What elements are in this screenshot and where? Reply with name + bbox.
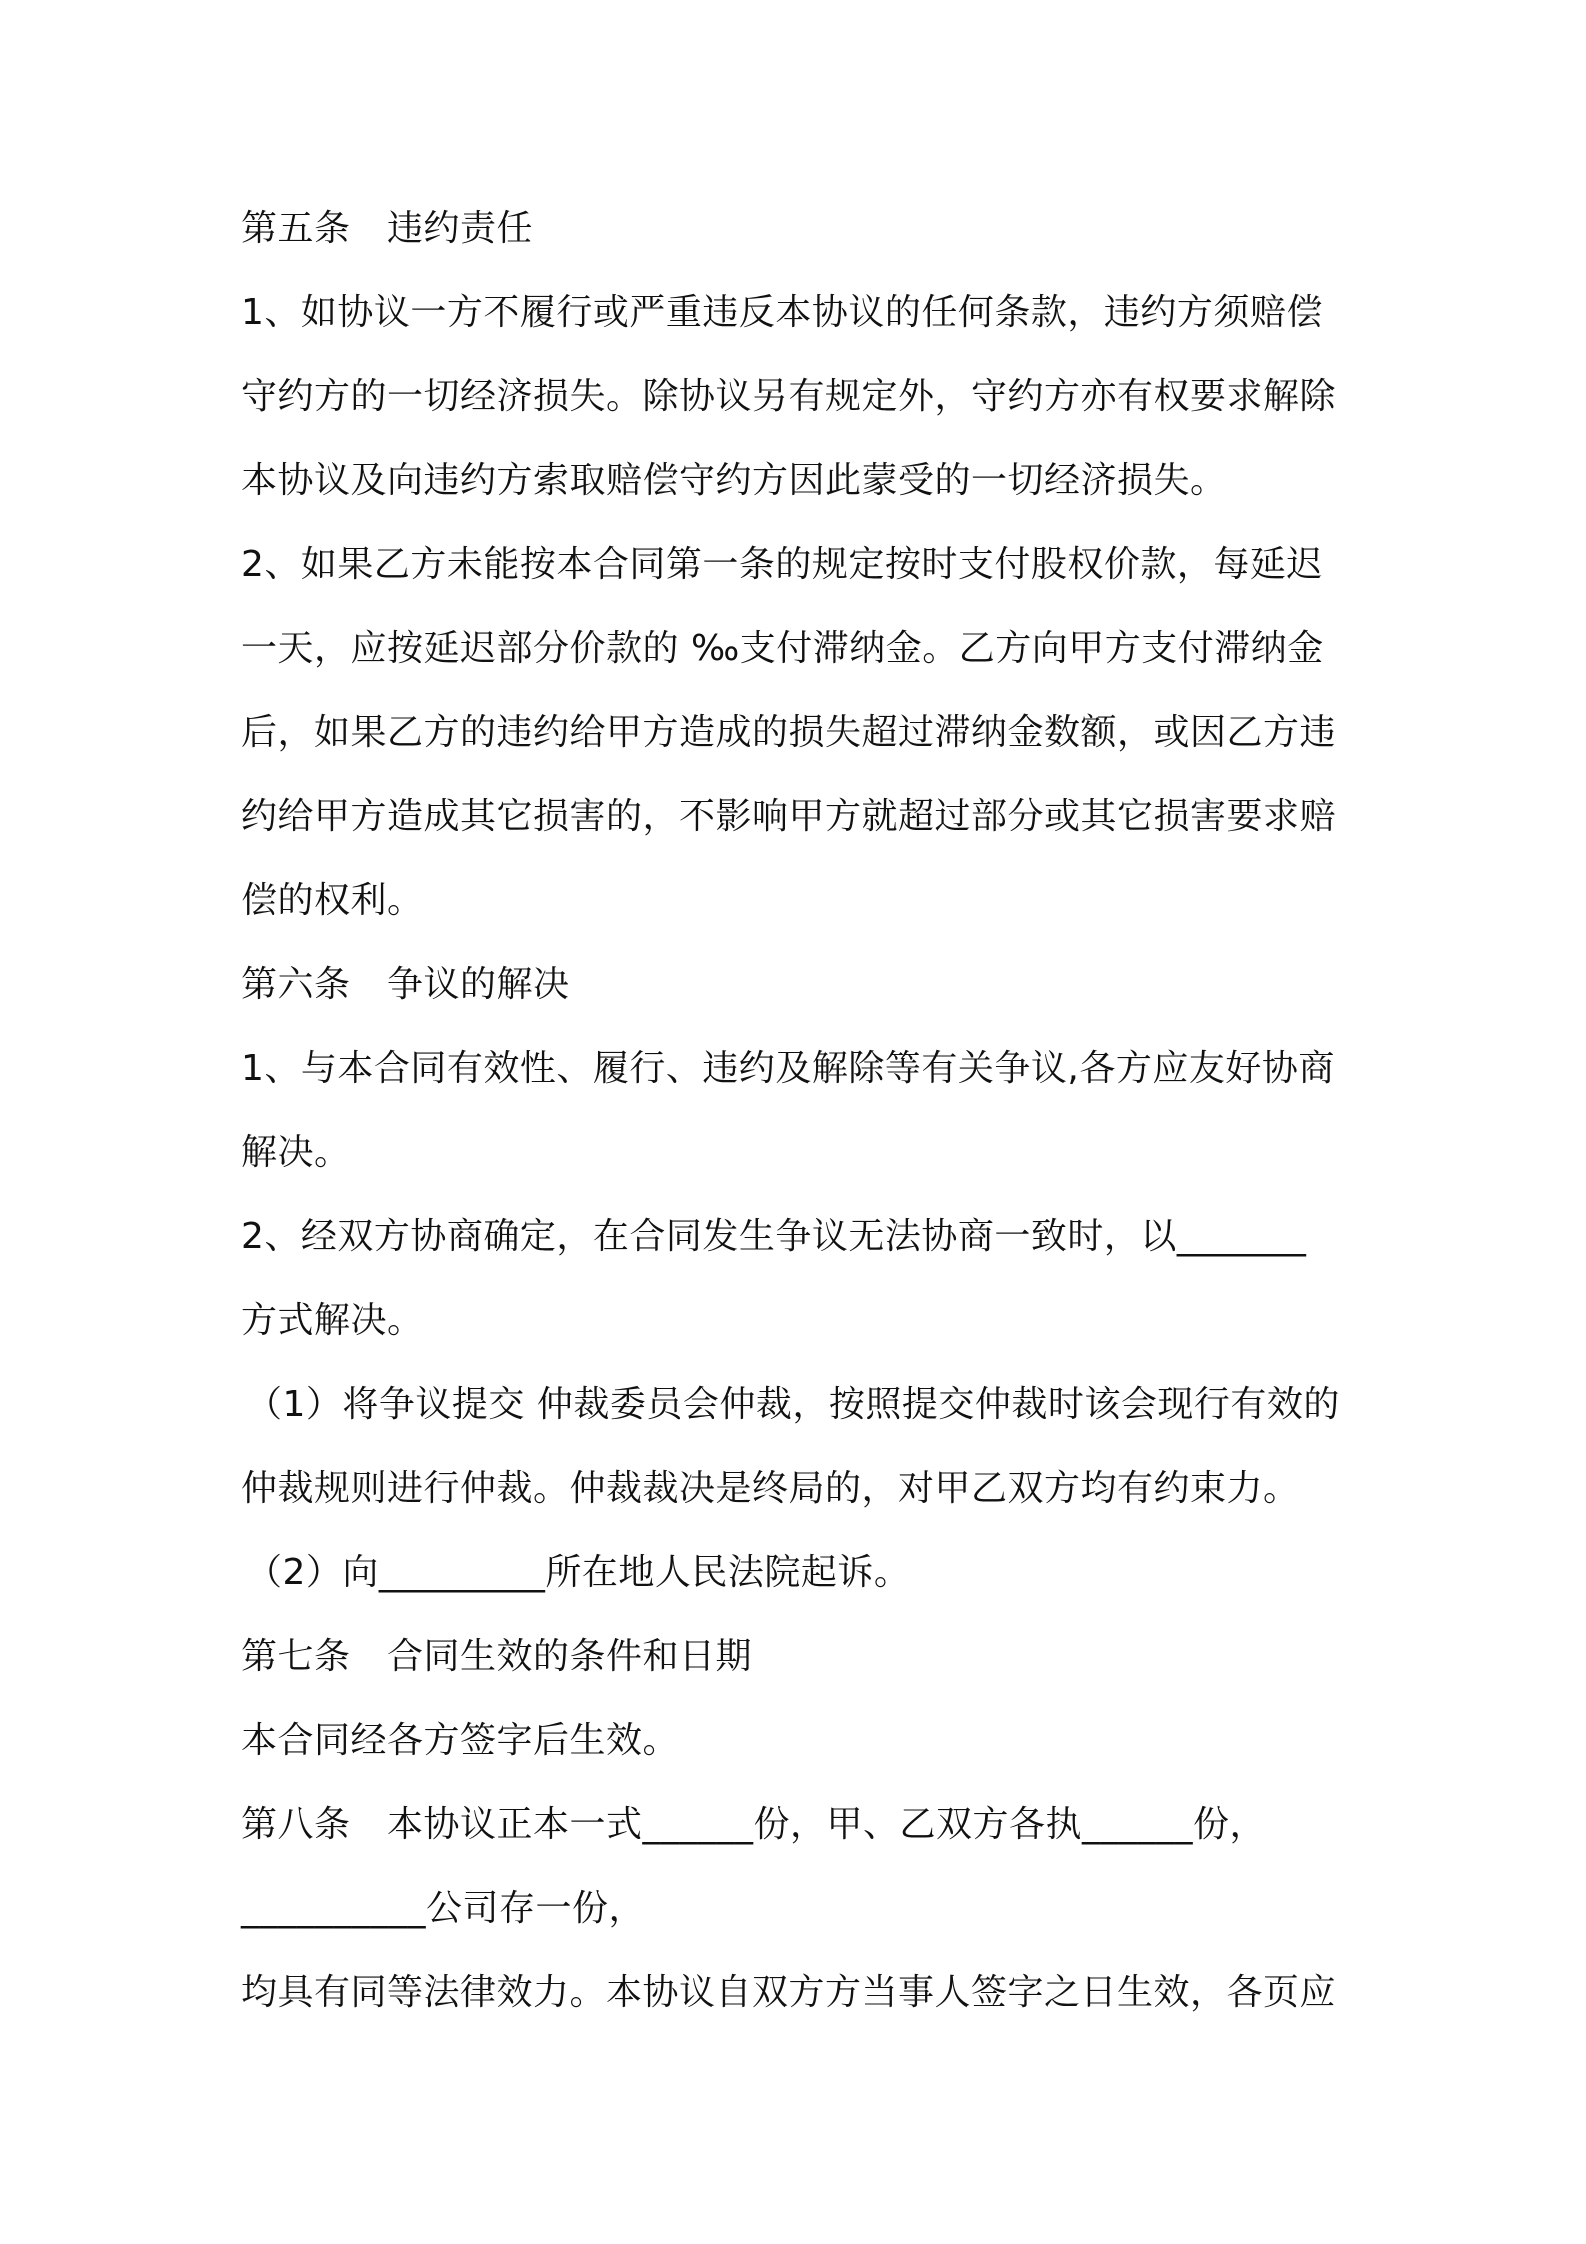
article-5-heading: 第五条 违约责任 <box>241 208 534 249</box>
article-6-option-1-line-2: 仲裁规则进行仲裁。仲裁裁决是终局的，对甲乙双方均有约束力。 <box>241 1468 1300 1509</box>
article-5-clause-2-line-2: 一天，应按延迟部分价款的 ‰支付滞纳金。乙方向甲方支付滞纳金 <box>241 628 1324 669</box>
article-7-heading: 第七条 合同生效的条件和日期 <box>241 1636 753 1677</box>
article-6-option-2: （2）向_________所在地人民法院起诉。 <box>246 1552 911 1593</box>
article-6-option-1-line-1: （1）将争议提交 仲裁委员会仲裁，按照提交仲裁时该会现行有效的 <box>246 1384 1340 1425</box>
article-6-clause-1-line-1: 1、与本合同有效性、履行、违约及解除等有关争议,各方应友好协商 <box>241 1048 1335 1089</box>
article-5-clause-2-line-4: 约给甲方造成其它损害的，不影响甲方就超过部分或其它损害要求赔 <box>241 796 1337 837</box>
article-5-clause-2-line-5: 偿的权利。 <box>241 880 424 921</box>
article-5-clause-2-line-3: 后，如果乙方的违约给甲方造成的损失超过滞纳金数额，或因乙方违 <box>241 712 1337 753</box>
article-8-line-2: __________公司存一份， <box>241 1888 646 1929</box>
article-5-clause-1-line-3: 本协议及向违约方索取赔偿守约方因此蒙受的一切经济损失。 <box>241 460 1227 501</box>
article-5-clause-1-line-1: 1、如协议一方不履行或严重违反本协议的任何条款，违约方须赔偿 <box>241 292 1323 333</box>
article-6-clause-2-line-2: 方式解决。 <box>241 1300 424 1341</box>
article-5-clause-1-line-2: 守约方的一切经济损失。除协议另有规定外，守约方亦有权要求解除 <box>241 376 1337 417</box>
article-8-line-3: 均具有同等法律效力。本协议自双方方当事人签字之日生效，各页应 <box>241 1972 1337 2013</box>
article-6-clause-2-line-1: 2、经双方协商确定，在合同发生争议无法协商一致时，以_______ <box>241 1216 1307 1257</box>
article-8-line-1: 第八条 本协议正本一式______份，甲、乙双方各执______份， <box>241 1804 1267 1845</box>
article-6-clause-1-line-2: 解决。 <box>241 1132 351 1173</box>
article-5-clause-2-line-1: 2、如果乙方未能按本合同第一条的规定按时支付股权价款，每延迟 <box>241 544 1323 585</box>
article-6-heading: 第六条 争议的解决 <box>241 964 570 1005</box>
article-7-body: 本合同经各方签字后生效。 <box>241 1720 680 1761</box>
